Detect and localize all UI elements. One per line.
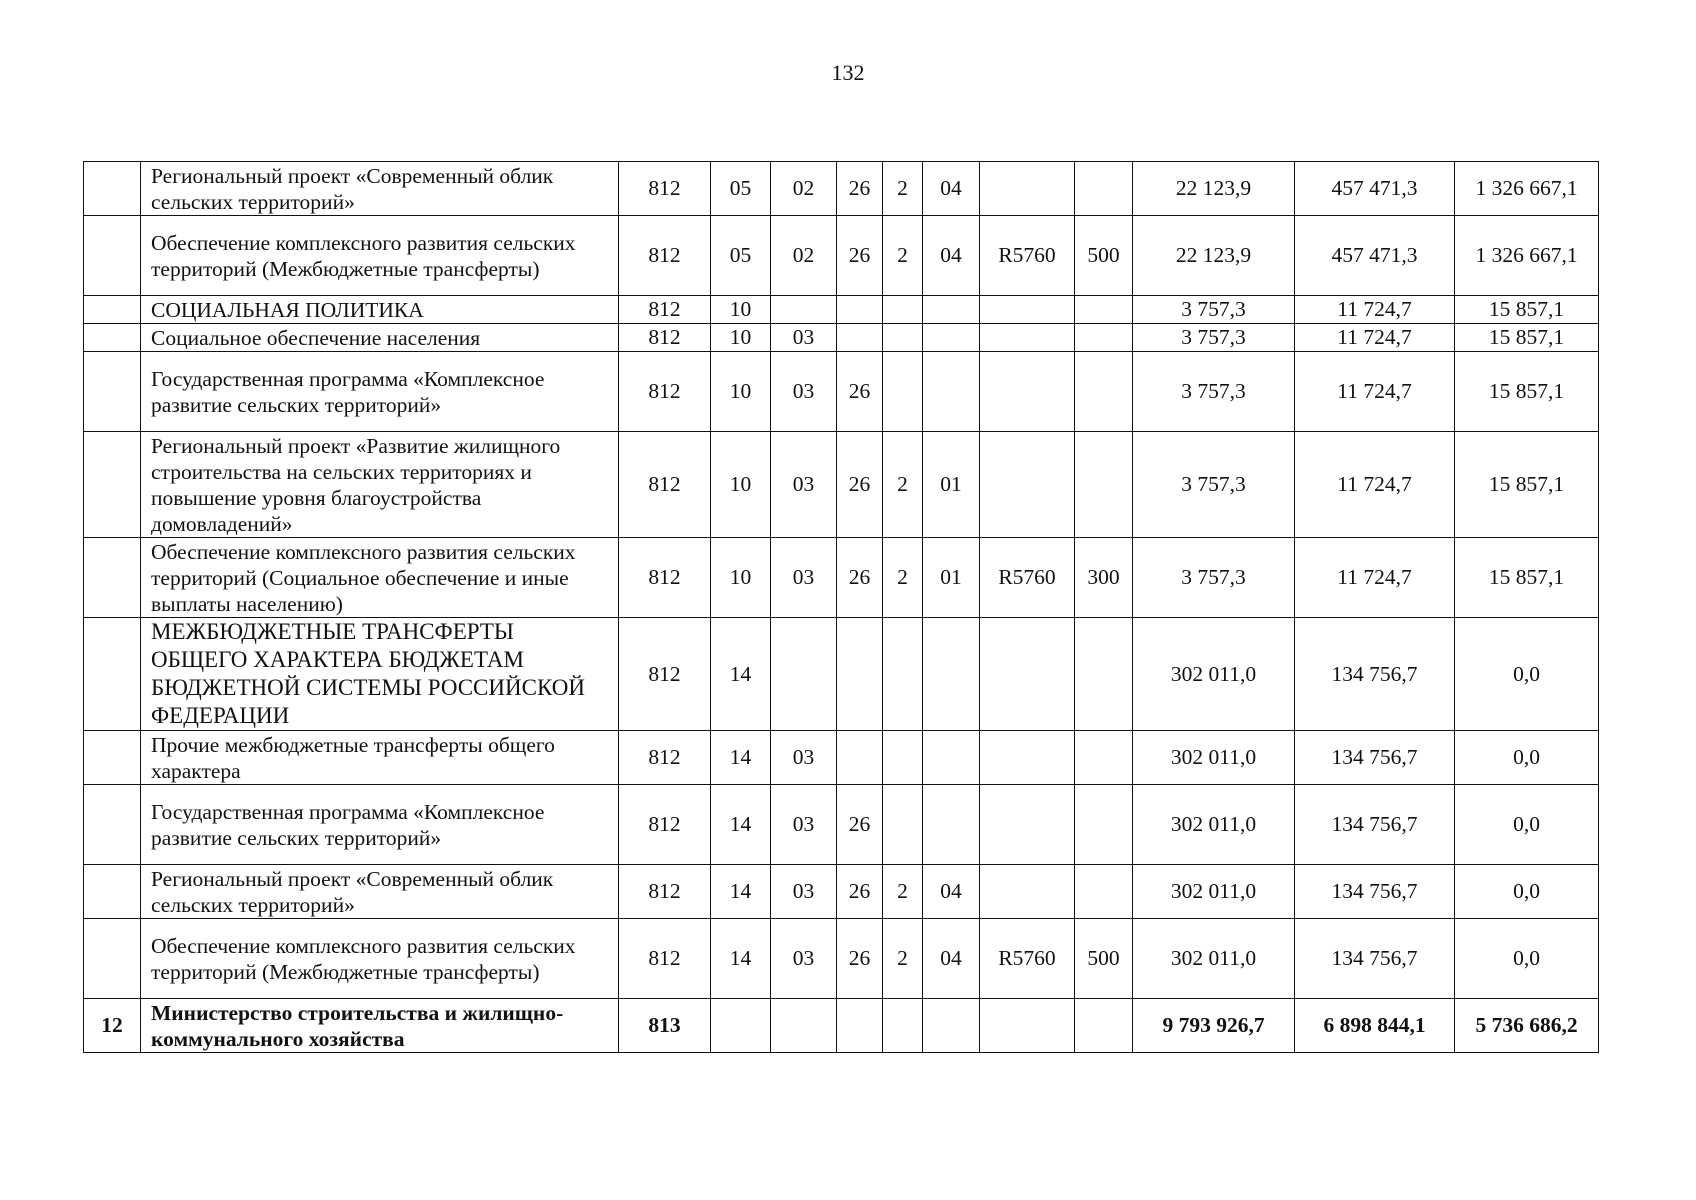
cell-target: R5760 [980,216,1075,296]
cell-sum2: 457 471,3 [1295,162,1455,216]
cell-sum1: 9 793 926,7 [1133,999,1295,1053]
table-row [84,538,1599,618]
cell-program: 26 [837,216,883,296]
cell-main-event: 01 [923,432,980,538]
cell-no [84,618,141,731]
cell-name: Региональный проект «Развитие жилищного строительства на сельских территориях и повышение уровня благоустройства домовладений» [141,432,619,538]
cell-main-event [923,324,980,352]
cell-target: R5760 [980,538,1075,618]
cell-expense-type [1075,618,1133,731]
cell-sum2: 11 724,7 [1295,324,1455,352]
cell-sum2: 11 724,7 [1295,296,1455,324]
cell-subprogram: 2 [883,919,923,999]
cell-subprogram [883,999,923,1053]
table-row [84,865,1599,919]
cell-sum3: 0,0 [1455,731,1599,785]
cell-section: 14 [711,618,771,731]
cell-section: 10 [711,432,771,538]
cell-no [84,538,141,618]
cell-section: 05 [711,216,771,296]
cell-sum3: 15 857,1 [1455,538,1599,618]
cell-expense-type: 500 [1075,216,1133,296]
cell-subprogram [883,352,923,432]
cell-subprogram [883,296,923,324]
cell-sum2: 134 756,7 [1295,618,1455,731]
cell-main-event [923,618,980,731]
cell-subsection [771,296,837,324]
cell-expense-type [1075,296,1133,324]
cell-sum2: 11 724,7 [1295,352,1455,432]
cell-sum1: 302 011,0 [1133,618,1295,731]
cell-ministry: 813 [619,999,711,1053]
cell-program: 26 [837,865,883,919]
cell-subprogram: 2 [883,538,923,618]
cell-subsection: 03 [771,731,837,785]
cell-no [84,162,141,216]
cell-sum2: 11 724,7 [1295,538,1455,618]
cell-section: 10 [711,296,771,324]
cell-expense-type: 500 [1075,919,1133,999]
cell-no [84,432,141,538]
table-row [84,352,1599,432]
cell-target [980,432,1075,538]
cell-target [980,352,1075,432]
cell-sum3: 5 736 686,2 [1455,999,1599,1053]
cell-name: Региональный проект «Современный облик сельских территорий» [141,162,619,216]
cell-main-event: 04 [923,216,980,296]
cell-main-event [923,999,980,1053]
table-row [84,324,1599,352]
cell-ministry: 812 [619,296,711,324]
cell-subsection: 03 [771,538,837,618]
cell-program: 26 [837,432,883,538]
table-row [84,731,1599,785]
table-row [84,216,1599,296]
cell-name: Обеспечение комплексного развития сельских территорий (Социальное обеспечение и иные выплаты населению) [141,538,619,618]
cell-sum2: 134 756,7 [1295,865,1455,919]
page-number: 132 [831,60,865,85]
cell-expense-type [1075,731,1133,785]
cell-expense-type [1075,999,1133,1053]
cell-section: 05 [711,162,771,216]
cell-sum1: 22 123,9 [1133,216,1295,296]
cell-no [84,865,141,919]
cell-ministry: 812 [619,618,711,731]
cell-section: 14 [711,731,771,785]
cell-sum2: 11 724,7 [1295,432,1455,538]
cell-main-event: 01 [923,538,980,618]
cell-name: Государственная программа «Комплексное развитие сельских территорий» [141,785,619,865]
cell-sum1: 302 011,0 [1133,919,1295,999]
cell-sum1: 3 757,3 [1133,296,1295,324]
cell-sum3: 15 857,1 [1455,296,1599,324]
cell-subprogram: 2 [883,865,923,919]
cell-no [84,216,141,296]
cell-subprogram [883,324,923,352]
cell-sum2: 134 756,7 [1295,785,1455,865]
cell-sum2: 134 756,7 [1295,731,1455,785]
cell-ministry: 812 [619,731,711,785]
table-row [84,919,1599,999]
cell-program: 26 [837,919,883,999]
cell-target [980,785,1075,865]
cell-subprogram [883,785,923,865]
cell-subsection: 03 [771,324,837,352]
cell-no [84,324,141,352]
cell-sum3: 0,0 [1455,865,1599,919]
cell-ministry: 812 [619,538,711,618]
cell-sum3: 1 326 667,1 [1455,162,1599,216]
cell-main-event [923,352,980,432]
cell-ministry: 812 [619,785,711,865]
cell-subsection: 03 [771,352,837,432]
cell-ministry: 812 [619,352,711,432]
cell-sum1: 3 757,3 [1133,324,1295,352]
cell-ministry: 812 [619,919,711,999]
cell-no [84,296,141,324]
cell-section: 10 [711,324,771,352]
cell-target [980,296,1075,324]
table-row [84,162,1599,216]
cell-subsection: 02 [771,162,837,216]
cell-no [84,919,141,999]
cell-subprogram [883,731,923,785]
cell-program [837,999,883,1053]
cell-target [980,324,1075,352]
cell-expense-type [1075,162,1133,216]
cell-sum1: 3 757,3 [1133,432,1295,538]
cell-target [980,618,1075,731]
table-row [84,432,1599,538]
table-row [84,296,1599,324]
cell-sum2: 457 471,3 [1295,216,1455,296]
table-row [84,785,1599,865]
cell-program: 26 [837,162,883,216]
cell-section: 14 [711,865,771,919]
cell-no [84,731,141,785]
cell-sum2: 6 898 844,1 [1295,999,1455,1053]
cell-ministry: 812 [619,162,711,216]
cell-expense-type [1075,785,1133,865]
cell-name: Государственная программа «Комплексное развитие сельских территорий» [141,352,619,432]
cell-subprogram: 2 [883,432,923,538]
cell-program [837,731,883,785]
cell-ministry: 812 [619,865,711,919]
cell-main-event [923,296,980,324]
cell-no: 12 [84,999,141,1053]
cell-main-event: 04 [923,162,980,216]
cell-sum1: 3 757,3 [1133,538,1295,618]
cell-name: Социальное обеспечение населения [141,324,619,352]
cell-target [980,162,1075,216]
cell-program: 26 [837,352,883,432]
cell-program [837,618,883,731]
cell-expense-type [1075,865,1133,919]
cell-program: 26 [837,785,883,865]
cell-section: 14 [711,785,771,865]
cell-sum1: 302 011,0 [1133,785,1295,865]
cell-main-event [923,731,980,785]
cell-target [980,999,1075,1053]
cell-main-event: 04 [923,865,980,919]
cell-section: 10 [711,538,771,618]
cell-name: СОЦИАЛЬНАЯ ПОЛИТИКА [141,296,619,324]
cell-subsection [771,618,837,731]
cell-expense-type [1075,432,1133,538]
cell-sum1: 22 123,9 [1133,162,1295,216]
cell-sum3: 0,0 [1455,785,1599,865]
cell-subsection: 03 [771,865,837,919]
cell-sum3: 0,0 [1455,618,1599,731]
cell-subsection [771,999,837,1053]
cell-sum3: 1 326 667,1 [1455,216,1599,296]
cell-main-event [923,785,980,865]
cell-sum3: 15 857,1 [1455,324,1599,352]
cell-expense-type [1075,352,1133,432]
cell-name: Прочие межбюджетные трансферты общего характера [141,731,619,785]
cell-name: Министерство строительства и жилищно-коммунального хозяйства [141,999,619,1053]
cell-sum3: 15 857,1 [1455,432,1599,538]
table-row [84,999,1599,1053]
cell-sum1: 302 011,0 [1133,731,1295,785]
cell-subprogram: 2 [883,216,923,296]
cell-subsection: 03 [771,432,837,538]
cell-expense-type [1075,324,1133,352]
cell-section: 10 [711,352,771,432]
cell-ministry: 812 [619,324,711,352]
cell-sum3: 0,0 [1455,919,1599,999]
cell-no [84,785,141,865]
budget-table [83,161,1599,1053]
cell-target [980,731,1075,785]
cell-section [711,999,771,1053]
cell-target [980,865,1075,919]
cell-ministry: 812 [619,432,711,538]
cell-program [837,296,883,324]
cell-no [84,352,141,432]
cell-name: Обеспечение комплексного развития сельских территорий (Межбюджетные трансферты) [141,216,619,296]
cell-name: МЕЖБЮДЖЕТНЫЕ ТРАНСФЕРТЫ ОБЩЕГО ХАРАКТЕРА БЮДЖЕТАМ БЮДЖЕТНОЙ СИСТЕМЫ РОССИЙСКОЙ ФЕДЕРАЦИИ [141,618,619,731]
cell-subsection: 02 [771,216,837,296]
cell-subprogram: 2 [883,162,923,216]
cell-sum3: 15 857,1 [1455,352,1599,432]
cell-main-event: 04 [923,919,980,999]
cell-subprogram [883,618,923,731]
cell-subsection: 03 [771,919,837,999]
cell-sum1: 3 757,3 [1133,352,1295,432]
table-row [84,618,1599,731]
cell-target: R5760 [980,919,1075,999]
cell-section: 14 [711,919,771,999]
cell-name: Обеспечение комплексного развития сельских территорий (Межбюджетные трансферты) [141,919,619,999]
cell-sum2: 134 756,7 [1295,919,1455,999]
cell-expense-type: 300 [1075,538,1133,618]
cell-program: 26 [837,538,883,618]
cell-name: Региональный проект «Современный облик сельских территорий» [141,865,619,919]
cell-ministry: 812 [619,216,711,296]
cell-program [837,324,883,352]
cell-sum1: 302 011,0 [1133,865,1295,919]
cell-subsection: 03 [771,785,837,865]
